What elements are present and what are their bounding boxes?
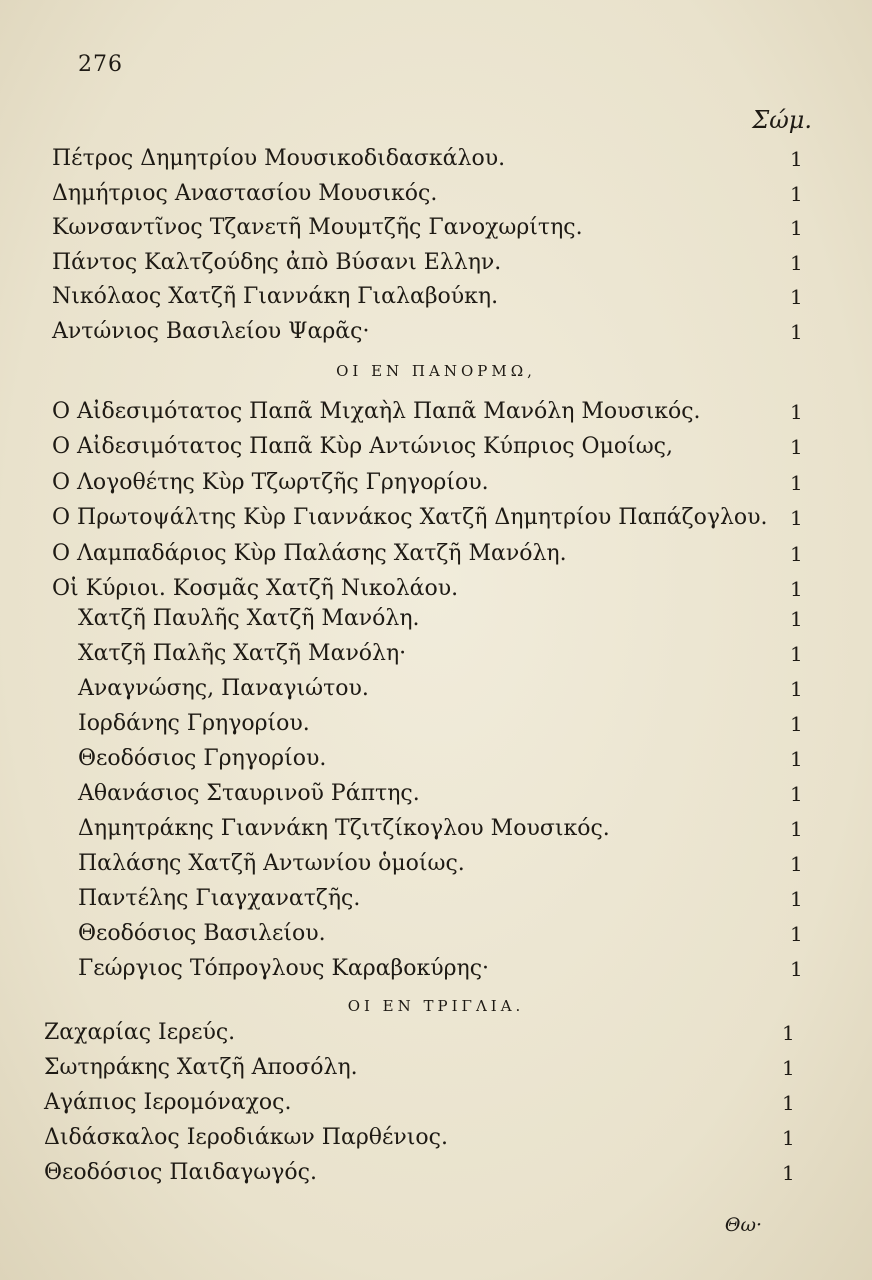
catchword: Θω· (724, 1214, 762, 1236)
subscriber-row (78, 709, 832, 743)
copies-count: 1 (790, 607, 803, 631)
subscriber-row (52, 468, 832, 502)
copies-count: 1 (790, 922, 803, 946)
subscriber-row (78, 674, 832, 708)
subscriber-name: Δημήτριος Αναστασίου Μουσικός. (52, 180, 438, 206)
subscriber-name: Ο Λογοθέτης Κὺρ Τζωρτζῆς Γρηγορίου. (52, 469, 489, 495)
subscriber-name: Δημητράκης Γιαννάκη Τζιτζίκογλου Μουσικός. (78, 816, 610, 841)
subscriber-name: Ο Λαμπαδάριος Κὺρ Παλάσης Χατζῆ Μανόλη. (52, 540, 567, 566)
subscriber-name: Πέτρος Δημητρίου Μουσικοδιδασκάλου. (52, 146, 506, 171)
subscriber-name: Οἱ Κύριοι. Κοσμᾶς Χατζῆ Νικολάου. (52, 576, 459, 601)
subscriber-row (78, 814, 832, 848)
subscriber-name: Ο Πρωτοψάλτης Κὺρ Γιαννάκος Χατζῆ Δημητρίου Παπάζογλου. (52, 505, 768, 531)
subscriber-row (44, 1088, 832, 1122)
copies-count: 1 (790, 181, 803, 206)
copies-count: 1 (790, 285, 803, 310)
subscriber-row (52, 282, 832, 316)
subscriber-row (52, 317, 832, 351)
subscriber-row (44, 1158, 832, 1192)
copies-count: 1 (790, 782, 803, 806)
copies-count: 1 (782, 1126, 795, 1150)
subscriber-name: Κωνσαντῖνος Τζανετῆ Μουμτζῆς Γανοχωρίτης. (52, 215, 583, 241)
subscriber-row (52, 503, 832, 537)
subscriber-name: Αγάπιος Ιερομόναχος. (44, 1090, 292, 1115)
copies-count: 1 (790, 677, 803, 701)
subscriber-row (78, 604, 832, 638)
subscriber-name: Πάντος Καλτζούδης ἀπὸ Βύσανι Ελλην. (52, 249, 502, 275)
copies-count: 1 (782, 1021, 795, 1045)
copies-count: 1 (790, 887, 803, 911)
copies-count: 1 (790, 250, 803, 275)
copies-count: 1 (790, 320, 803, 344)
section-heading-triglia: ΟΙ ΕΝ ΤΡΙΓΛΙΑ. (347, 997, 525, 1015)
subscriber-name: Θεοδόσιος Γρηγορίου. (78, 746, 327, 771)
subscriber-row (52, 179, 832, 213)
subscriber-row (78, 919, 832, 953)
subscriber-row (52, 539, 832, 573)
subscriber-row (52, 432, 832, 466)
copies-count: 1 (782, 1091, 795, 1115)
subscriber-name: Παντέλης Γιαγχανατζῆς. (78, 886, 361, 911)
copies-count: 1 (790, 852, 803, 876)
page-number: 276 (78, 52, 123, 77)
subscriber-name: Χατζῆ Παυλῆς Χατζῆ Μανόλη. (78, 606, 420, 631)
subscriber-name: Ιορδάνης Γρηγορίου. (78, 711, 310, 736)
copies-count: 1 (790, 747, 803, 771)
subscriber-name: Χατζῆ Παλῆς Χατζῆ Μανόλη· (78, 641, 407, 666)
subscriber-row (52, 144, 832, 178)
copies-count: 1 (790, 435, 803, 460)
copies-count: 1 (790, 712, 803, 736)
copies-count: 1 (790, 216, 803, 241)
copies-count: 1 (790, 642, 803, 666)
subscriber-name: Ο Αἰδεσιμότατος Παπᾶ Μιχαὴλ Παπᾶ Μανόλη Μουσικός. (52, 399, 701, 424)
subscriber-row (52, 574, 832, 608)
copies-count: 1 (790, 817, 803, 841)
subscriber-name: Ο Αἰδεσιμότατος Παπᾶ Κὺρ Αντώνιος Κύπριος Ομοίως, (52, 434, 673, 460)
subscriber-name: Παλάσης Χατζῆ Αντωνίου ὁμοίως. (78, 851, 465, 876)
subscriber-name: Θεοδόσιος Παιδαγωγός. (44, 1160, 317, 1185)
copies-count: 1 (790, 957, 803, 981)
copies-count: 1 (790, 400, 803, 424)
subscriber-row (78, 884, 832, 918)
copies-count: 1 (790, 541, 803, 566)
subscriber-name: Αντώνιος Βασιλείου Ψαρᾶς· (52, 319, 370, 344)
subscriber-name: Αθανάσιος Σταυρινοῦ Ράπτης. (78, 781, 420, 806)
subscriber-name: Νικόλαος Χατζῆ Γιαννάκη Γιαλαβούκη. (52, 284, 499, 310)
copies-count: 1 (790, 577, 803, 601)
copies-count: 1 (790, 506, 803, 531)
subscriber-name: Διδάσκαλος Ιεροδιάκων Παρθένιος. (44, 1125, 448, 1150)
subscriber-name: Σωτηράκης Χατζῆ Αποσόλη. (44, 1055, 358, 1080)
copies-column-header: Σώμ. (752, 106, 812, 134)
subscriber-row (78, 779, 832, 813)
copies-count: 1 (790, 147, 803, 171)
subscriber-row (78, 849, 832, 883)
copies-count: 1 (790, 470, 803, 495)
copies-count: 1 (782, 1056, 795, 1080)
subscriber-row (44, 1018, 832, 1052)
subscriber-row (78, 744, 832, 778)
subscriber-row (78, 639, 832, 673)
subscriber-name: Γεώργιος Τόπρογλους Καραβοκύρης· (78, 956, 490, 981)
subscriber-row (52, 248, 832, 282)
subscriber-row (44, 1053, 832, 1087)
subscriber-name: Ζαχαρίας Ιερεύς. (44, 1020, 236, 1045)
subscriber-name: Θεοδόσιος Βασιλείου. (78, 921, 326, 946)
section-heading-panormo: ΟΙ ΕΝ ΠΑΝΟΡΜΩ, (336, 362, 536, 380)
copies-count: 1 (782, 1161, 795, 1185)
subscriber-row (52, 213, 832, 247)
subscriber-row (52, 397, 832, 431)
subscriber-row (78, 954, 832, 988)
subscriber-row (44, 1123, 832, 1157)
subscriber-name: Αναγνώσης, Παναγιώτου. (78, 676, 369, 701)
